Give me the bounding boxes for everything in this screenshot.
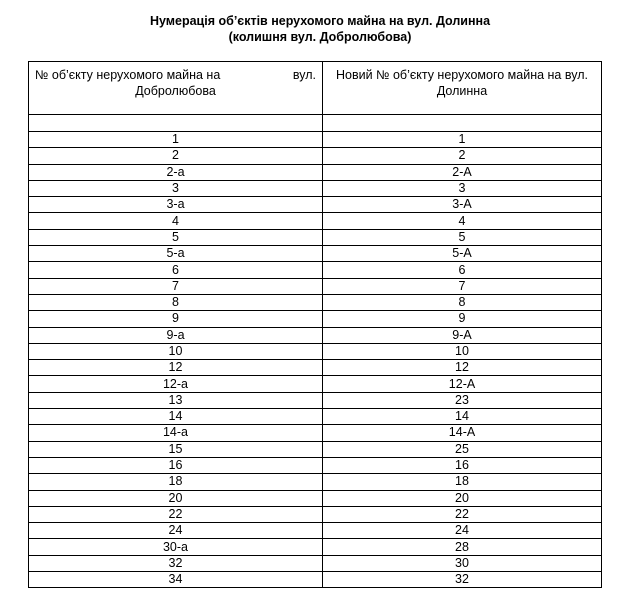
table-row [29,457,602,473]
new-number-cell: 8 [323,294,602,310]
new-number-cell: 14 [323,409,602,425]
new-number-cell: 24 [323,523,602,539]
numbering-table [28,61,602,588]
old-number-cell: 5-а [29,246,323,262]
new-number-cell: 9 [323,311,602,327]
new-number-cell: 2 [323,148,602,164]
title-line-2: (колишня вул. Добролюбова) [228,30,412,44]
table-row [29,474,602,490]
old-number-cell: 34 [29,572,323,588]
table-row [29,278,602,294]
old-number-cell: 3 [29,180,323,196]
old-number-cell: 1 [29,132,323,148]
table-row [29,213,602,229]
old-number-cell: 3-а [29,197,323,213]
table-row [29,555,602,571]
new-number-cell: 1 [323,132,602,148]
new-number-cell: 16 [323,457,602,473]
header-old-number [29,62,323,115]
old-number-cell: 4 [29,213,323,229]
table-row [29,327,602,343]
table-row [29,360,602,376]
table-row [29,441,602,457]
table-row [29,425,602,441]
new-number-cell: 3-А [323,197,602,213]
document-title [0,13,640,45]
table-row [29,572,602,588]
header-new-text-line2: Долинна [436,84,488,98]
table-row [29,392,602,408]
table-row [29,262,602,278]
header-new-number [323,62,602,115]
new-number-cell: 25 [323,441,602,457]
old-number-cell: 2-а [29,164,323,180]
empty-cell [29,115,323,132]
old-number-cell: 7 [29,278,323,294]
table-row [29,294,602,310]
title-line-1: Нумерація об’єктів нерухомого майна на вул. Долинна [149,14,491,28]
table-row [29,246,602,262]
new-number-cell: 5-А [323,246,602,262]
table-row [29,311,602,327]
new-number-cell: 2-А [323,164,602,180]
table-row [29,197,602,213]
table-row [29,506,602,522]
table-row [29,490,602,506]
old-number-cell: 2 [29,148,323,164]
table-row [29,132,602,148]
old-number-cell: 20 [29,490,323,506]
old-number-cell: 32 [29,555,323,571]
table-row [29,229,602,245]
table-row [29,523,602,539]
old-number-cell: 9 [29,311,323,327]
old-number-cell: 18 [29,474,323,490]
old-number-cell: 8 [29,294,323,310]
new-number-cell: 9-А [323,327,602,343]
new-number-cell: 28 [323,539,602,555]
header-new-text-line1: Новий № об’єкту нерухомого майна на вул. [336,68,588,82]
new-number-cell: 18 [323,474,602,490]
header-old-text-part3: Добролюбова [135,84,216,98]
old-number-cell: 9-а [29,327,323,343]
new-number-cell: 10 [323,343,602,359]
table-row [29,343,602,359]
new-number-cell: 12-А [323,376,602,392]
old-number-cell: 13 [29,392,323,408]
old-number-cell: 14-а [29,425,323,441]
new-number-cell: 23 [323,392,602,408]
new-number-cell: 32 [323,572,602,588]
table-row [29,148,602,164]
old-number-cell: 6 [29,262,323,278]
table-row [29,164,602,180]
new-number-cell: 7 [323,278,602,294]
table-row [29,539,602,555]
new-number-cell: 6 [323,262,602,278]
old-number-cell: 5 [29,229,323,245]
new-number-cell: 22 [323,506,602,522]
header-old-text-part1: № об’єкту нерухомого майна на [35,68,221,82]
old-number-cell: 10 [29,343,323,359]
old-number-cell: 24 [29,523,323,539]
old-number-cell: 14 [29,409,323,425]
table-header-row [29,62,602,115]
old-number-cell: 12 [29,360,323,376]
new-number-cell: 14-А [323,425,602,441]
header-old-text-part2: вул. [292,68,316,82]
new-number-cell: 30 [323,555,602,571]
old-number-cell: 15 [29,441,323,457]
old-number-cell: 16 [29,457,323,473]
empty-row [29,115,602,132]
new-number-cell: 5 [323,229,602,245]
table-row [29,409,602,425]
table-row [29,376,602,392]
new-number-cell: 20 [323,490,602,506]
new-number-cell: 12 [323,360,602,376]
empty-cell [323,115,602,132]
old-number-cell: 12-а [29,376,323,392]
table-row [29,180,602,196]
new-number-cell: 3 [323,180,602,196]
new-number-cell: 4 [323,213,602,229]
old-number-cell: 22 [29,506,323,522]
old-number-cell: 30-а [29,539,323,555]
